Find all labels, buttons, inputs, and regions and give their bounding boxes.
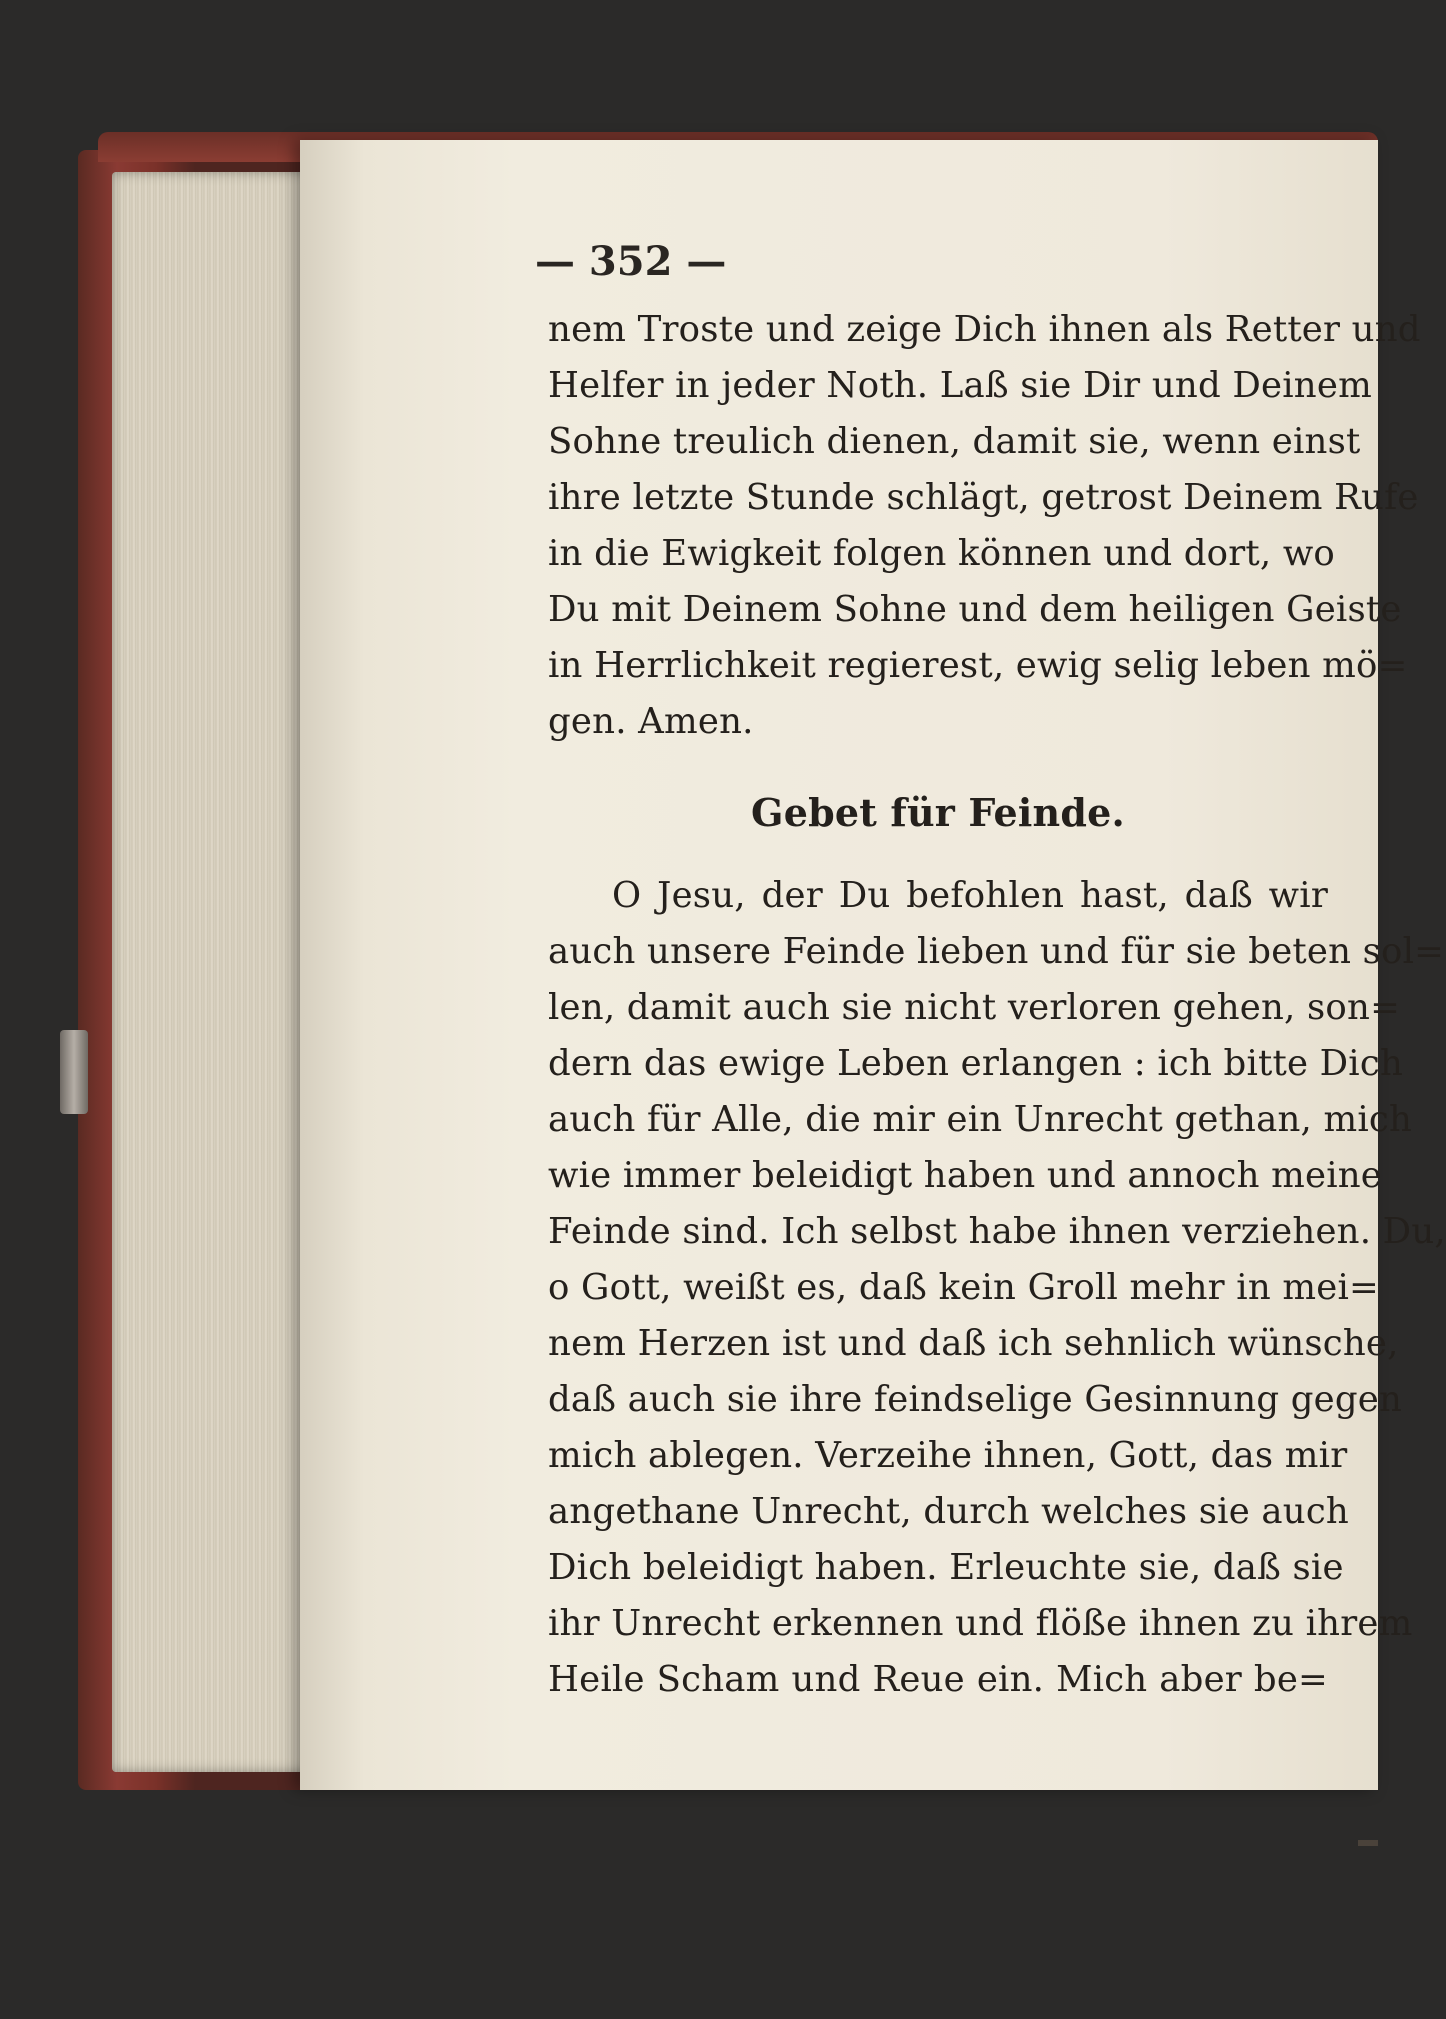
text-line: ihr Unrecht erkennen und flöße ihnen zu ihrem bbox=[548, 1603, 1413, 1644]
page-edge-mark bbox=[1358, 1840, 1378, 1846]
book-clasp bbox=[60, 1030, 88, 1114]
text-line: wie immer beleidigt haben und annoch meine bbox=[548, 1155, 1383, 1196]
page-edges bbox=[112, 172, 327, 1772]
text-line: Sohne treulich dienen, damit sie, wenn einst bbox=[548, 421, 1361, 462]
text-line: Dich beleidigt haben. Erleuchte sie, daß sie bbox=[548, 1547, 1344, 1588]
text-line: gen. Amen. bbox=[548, 701, 754, 742]
text-line: Helfer in jeder Noth. Laß sie Dir und Deinem bbox=[548, 365, 1372, 406]
text-line: in Herrlichkeit regierest, ewig selig leben mö= bbox=[548, 645, 1408, 686]
text-line: Feinde sind. Ich selbst habe ihnen verziehen. Du, bbox=[548, 1211, 1446, 1252]
section-heading: Gebet für Feinde. bbox=[751, 790, 1125, 835]
text-line: o Gott, weißt es, daß kein Groll mehr in mei= bbox=[548, 1267, 1379, 1308]
text-line: angethane Unrecht, durch welches sie auch bbox=[548, 1491, 1349, 1532]
text-line: auch für Alle, die mir ein Unrecht gethan, mich bbox=[548, 1099, 1413, 1140]
text-line: nem Troste und zeige Dich ihnen als Retter und bbox=[548, 309, 1421, 350]
text-line: mich ablegen. Verzeihe ihnen, Gott, das mir bbox=[548, 1435, 1348, 1476]
text-line: Heile Scham und Reue ein. Mich aber be= bbox=[548, 1659, 1328, 1700]
text-line: nem Herzen ist und daß ich sehnlich wünsche, bbox=[548, 1323, 1399, 1364]
paragraph-2 bbox=[548, 868, 1446, 1708]
text-line: daß auch sie ihre feindselige Gesinnung gegen bbox=[548, 1379, 1403, 1420]
text-line: len, damit auch sie nicht verloren gehen, son= bbox=[548, 987, 1401, 1028]
text-line: ihre letzte Stunde schlägt, getrost Deinem Rufe bbox=[548, 477, 1419, 518]
text-line: Du mit Deinem Sohne und dem heiligen Geiste bbox=[548, 589, 1402, 630]
text-line: dern das ewige Leben erlangen : ich bitte Dich bbox=[548, 1043, 1404, 1084]
paragraph-1 bbox=[548, 302, 1421, 750]
text-line: auch unsere Feinde lieben und für sie beten sol= bbox=[548, 931, 1445, 972]
text-line: in die Ewigkeit folgen können und dort, wo bbox=[548, 533, 1335, 574]
page-text bbox=[548, 302, 1446, 1708]
text-line: O Jesu, der Du befohlen hast, daß wir bbox=[612, 875, 1328, 916]
